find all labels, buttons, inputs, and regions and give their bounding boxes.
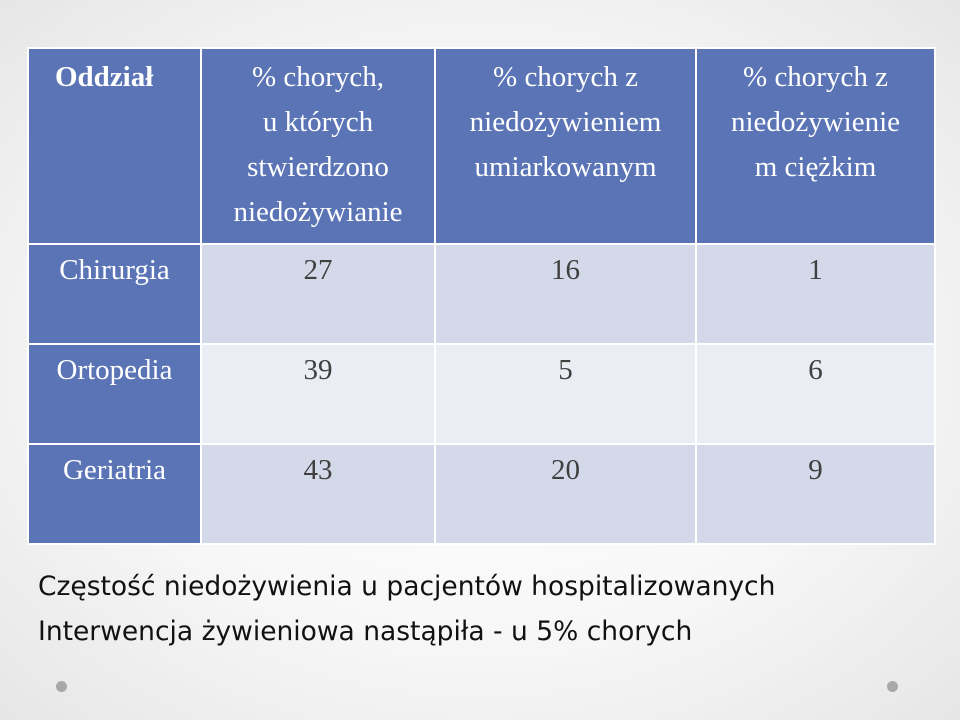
header-percent-moderate: [435, 48, 696, 244]
malnutrition-table: [27, 47, 936, 545]
ward-cell: Chirurgia: [28, 244, 201, 344]
decorative-dot-right: [887, 681, 898, 692]
header-percent-severe: [696, 48, 935, 244]
header-percent-malnourished: [201, 48, 435, 244]
table-row: [28, 344, 935, 444]
header-percent-severe-text: % chorych z niedożywienie m ciężkim: [730, 61, 901, 183]
header-ward: [28, 48, 201, 244]
percent-moderate-cell: 20: [435, 444, 696, 544]
table-row: [28, 444, 935, 544]
decorative-dot-left: [56, 681, 67, 692]
caption-frequency: Częstość niedożywienia u pacjentów hospitalizowanych: [38, 571, 776, 602]
percent-moderate-cell: 5: [435, 344, 696, 444]
percent-severe-cell: 9: [696, 444, 935, 544]
percent-malnourished-cell: 39: [201, 344, 435, 444]
header-ward-text: Oddział: [55, 61, 154, 93]
header-percent-malnourished-text: % chorych, u których stwierdzono niedożywianie: [233, 61, 403, 228]
percent-moderate-cell: 16: [435, 244, 696, 344]
table-header-row: [28, 48, 935, 244]
table-row: [28, 244, 935, 344]
percent-severe-cell: 1: [696, 244, 935, 344]
caption-intervention: Interwencja żywieniowa nastąpiła - u 5% chorych: [38, 616, 693, 647]
header-percent-moderate-text: % chorych z niedożywieniem umiarkowanym: [469, 61, 662, 183]
ward-cell: Geriatria: [28, 444, 201, 544]
ward-cell: Ortopedia: [28, 344, 201, 444]
percent-malnourished-cell: 43: [201, 444, 435, 544]
percent-severe-cell: 6: [696, 344, 935, 444]
percent-malnourished-cell: 27: [201, 244, 435, 344]
